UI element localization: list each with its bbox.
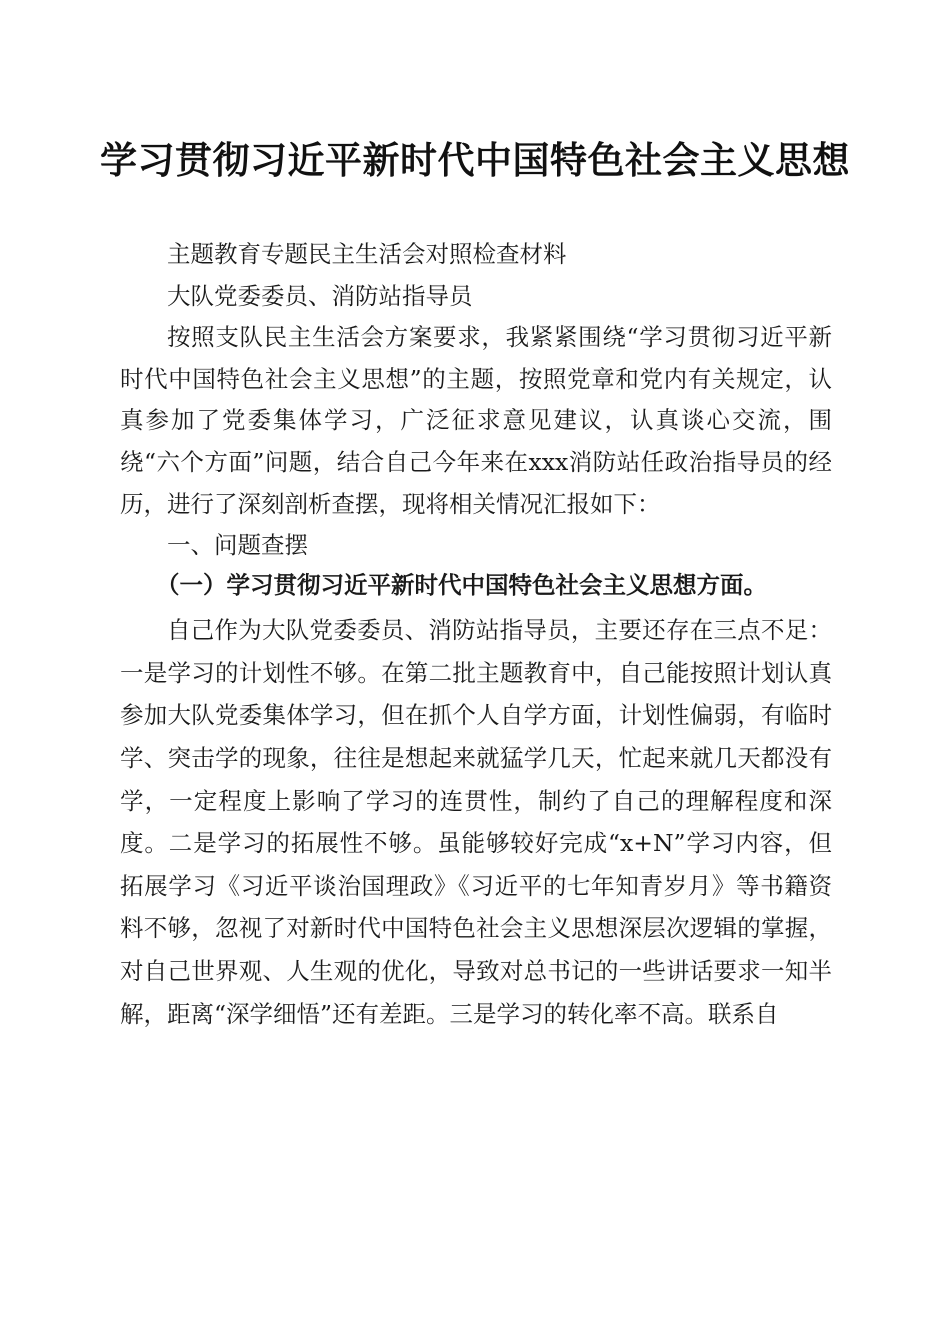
document-title: 学习贯彻习近平新时代中国特色社会主义思想 (100, 138, 850, 182)
author-line: 大队党委委员、消防站指导员 (167, 281, 473, 310)
subsection-heading: （一）学习贯彻习近平新时代中国特色社会主义思想方面。 (156, 571, 767, 600)
document-subtitle: 主题教育专题民主生活会对照检查材料 (167, 240, 567, 268)
intro-paragraph: 按照支队民主生活会方案要求，我紧紧围绕“学习贯彻习近平新时代中国特色社会主义思想”的主题，按照党章和党内有关规定，认真参加了党委集体学习，广泛征求意见建议，认真谈心交流，围绕“六个方面”问题，结合自己今年来在xxx消防站任政治指导员的经历，进行了深刻剖析查摆，现将相关情况汇报如下： (120, 323, 832, 518)
section-heading: 一、问题查摆 (167, 531, 308, 560)
body-paragraph: 自己作为大队党委委员、消防站指导员，主要还存在三点不足：一是学习的计划性不够。在第二批主题教育中，自己能按照计划认真参加大队党委集体学习，但在抓个人自学方面，计划性偏弱，有临时学、突击学的现象，往往是想起来就猛学几天，忙起来就几天都没有学，一定程度上影响了学习的连贯性，制约了自己的理解程度和深度。二是学习的拓展性不够。虽能够较好完成“x+N”学习内容，但拓展学习《习近平谈治国理政》《习近平的七年知青岁月》等书籍资料不够，忽视了对新时代中国特色社会主义思想深层次逻辑的掌握，对自己世界观、人生观的优化，导致对总书记的一些讲话要求一知半解，距离“深学细悟”还有差距。三是学习的转化率不高。联系自 (120, 616, 832, 1028)
document-body (120, 234, 832, 1035)
